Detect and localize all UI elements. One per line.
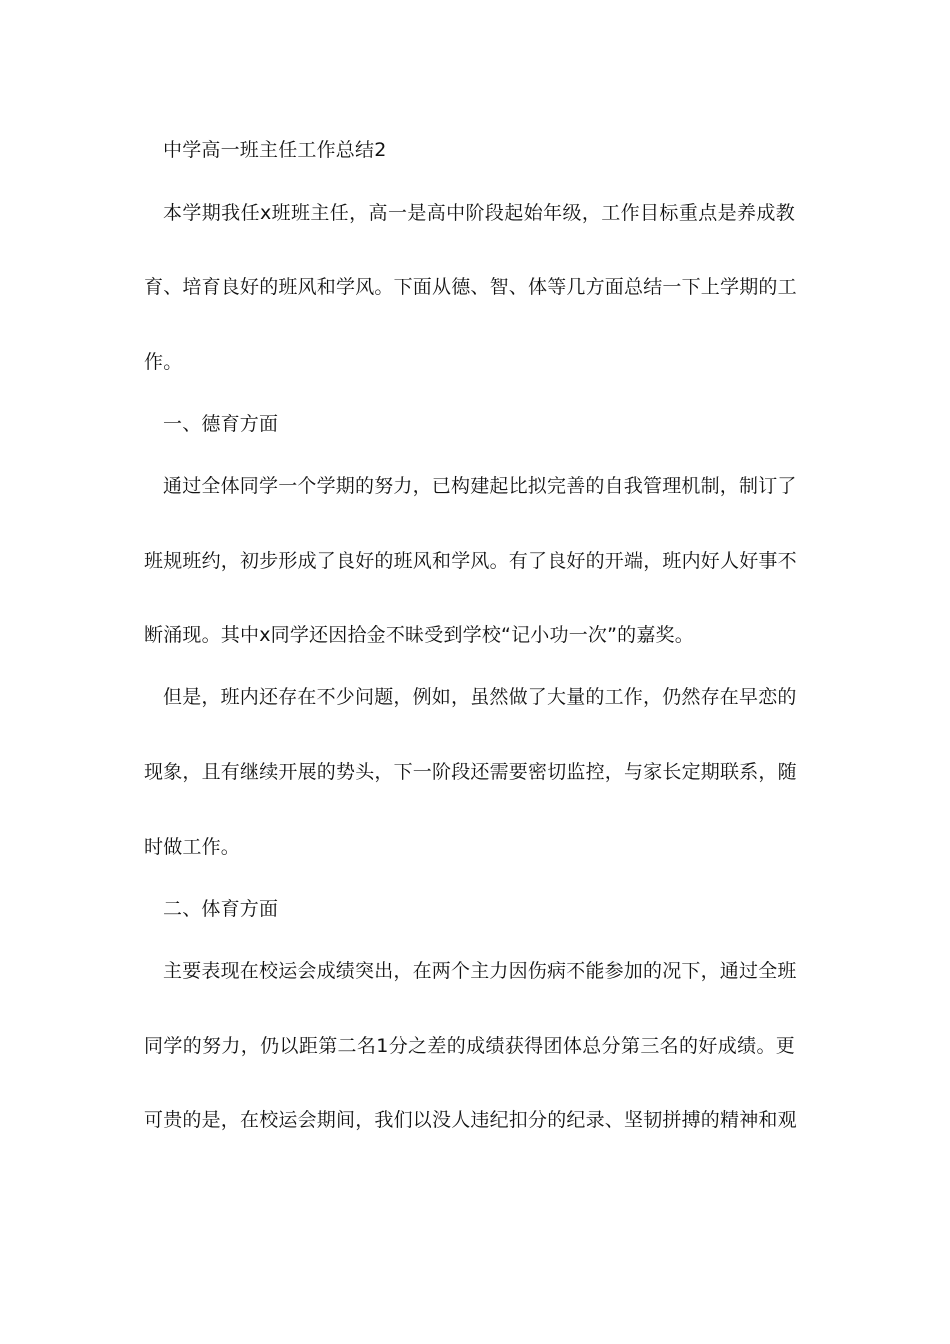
- paragraph-1-line-3: 作。: [144, 351, 183, 373]
- paragraph-2-line-2: 班规班约，初步形成了良好的班风和学风。有了良好的开端，班内好人好事不: [144, 550, 797, 572]
- section-1-heading: 一、德育方面: [163, 413, 279, 435]
- paragraph-3-line-1: 但是，班内还存在不少问题，例如，虽然做了大量的工作，仍然存在早恋的: [163, 686, 797, 708]
- paragraph-1-line-2: 育、培育良好的班风和学风。下面从德、智、体等几方面总结一下上学期的工: [144, 276, 797, 298]
- paragraph-4-line-2: 同学的努力，仍以距第二名1分之差的成绩获得团体总分第三名的好成绩。更: [144, 1035, 795, 1057]
- paragraph-1-line-1: 本学期我任x班班主任，高一是高中阶段起始年级，工作目标重点是养成教: [163, 202, 795, 224]
- document-title: 中学高一班主任工作总结2: [163, 139, 387, 161]
- paragraph-3-line-2: 现象，且有继续开展的势头，下一阶段还需要密切监控，与家长定期联系，随: [144, 761, 797, 783]
- paragraph-4-line-1: 主要表现在校运会成绩突出，在两个主力因伤病不能参加的况下，通过全班: [163, 960, 797, 982]
- paragraph-4-line-3: 可贵的是，在校运会期间，我们以没人违纪扣分的纪录、坚韧拼搏的精神和观: [144, 1109, 797, 1131]
- paragraph-3-line-3: 时做工作。: [144, 836, 241, 858]
- section-2-heading: 二、体育方面: [163, 898, 279, 920]
- paragraph-2-line-3: 断涌现。其中x同学还因拾金不昧受到学校“记小功一次”的嘉奖。: [144, 624, 694, 646]
- paragraph-2-line-1: 通过全体同学一个学期的努力，已构建起比拟完善的自我管理机制，制订了: [163, 475, 797, 497]
